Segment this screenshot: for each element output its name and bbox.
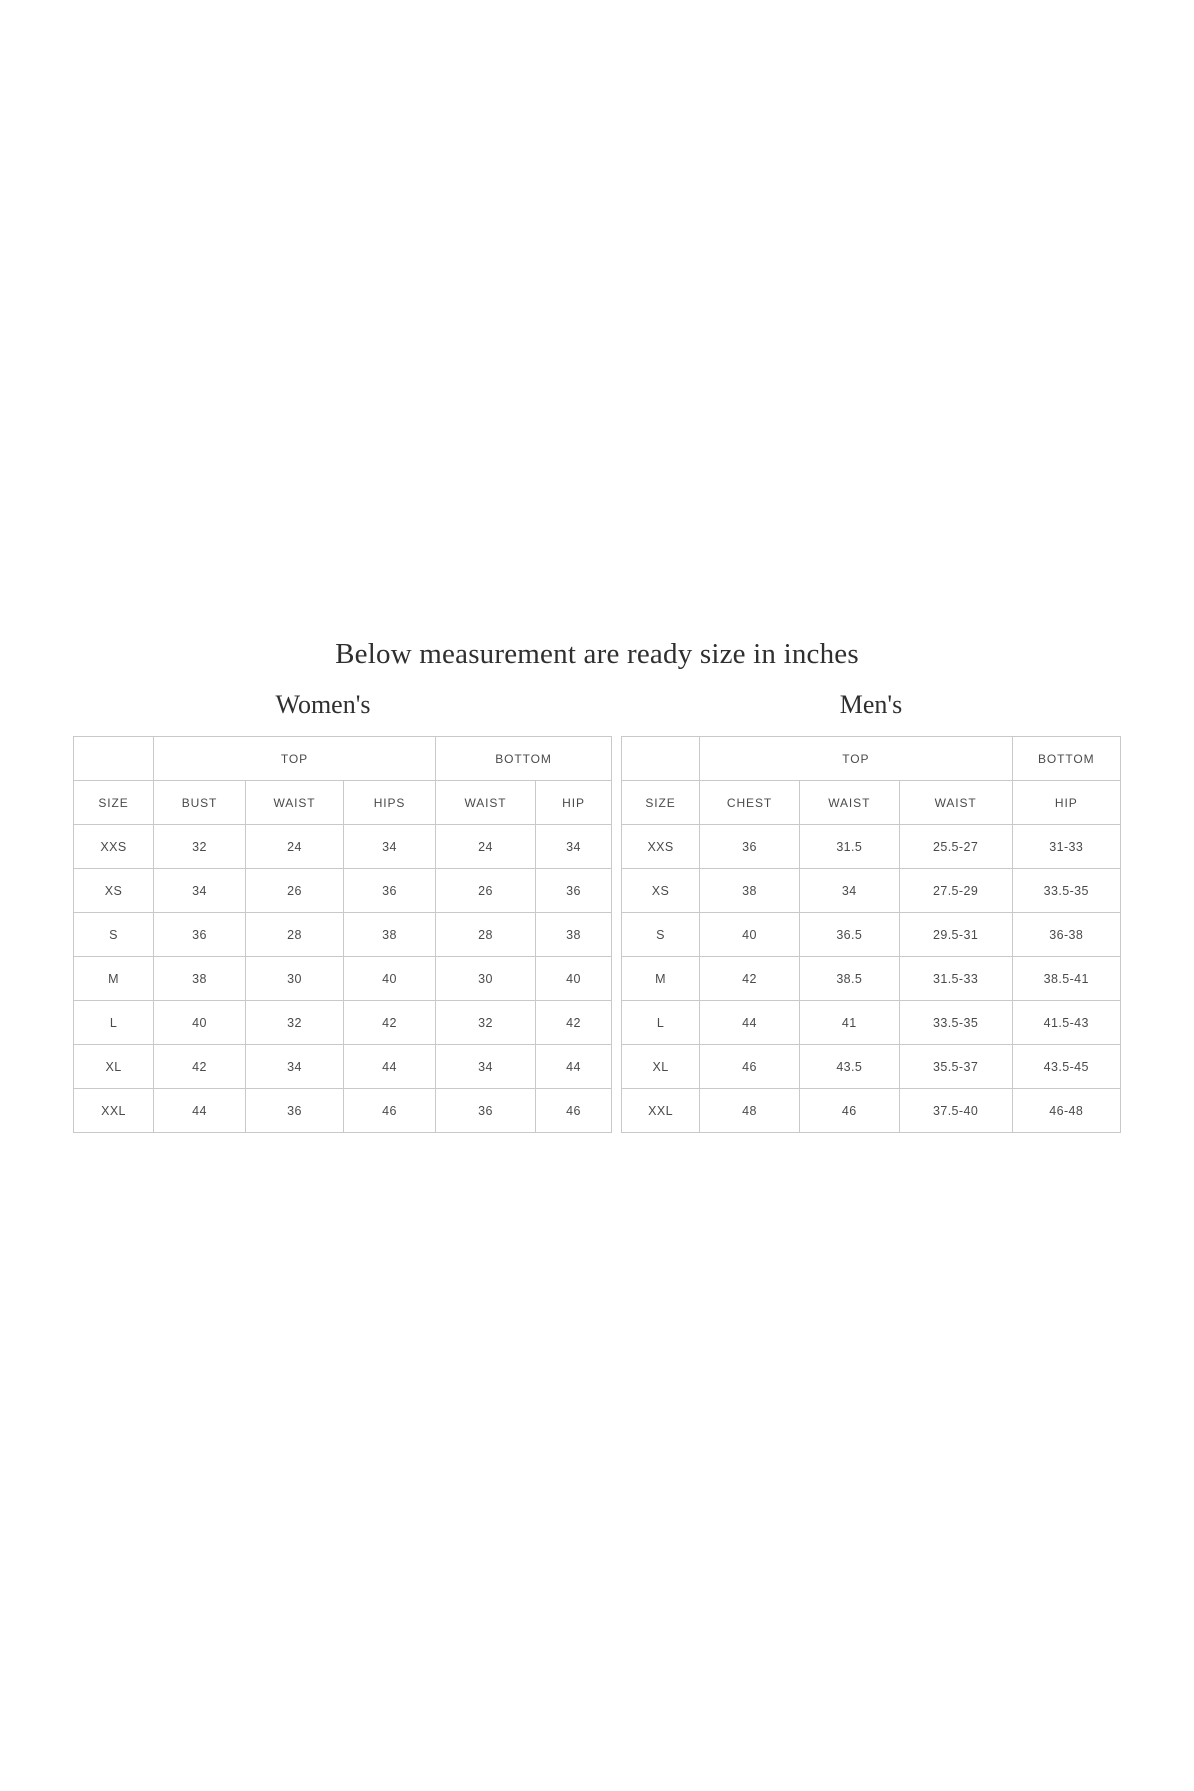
womens-cell: 24: [246, 825, 344, 869]
mens-cell: 36: [700, 825, 800, 869]
womens-cell: XXS: [74, 825, 154, 869]
womens-cell: 42: [154, 1045, 246, 1089]
table-row: [74, 913, 612, 957]
mens-group-blank: [622, 737, 700, 781]
table-group-header-row: [622, 737, 1121, 781]
page-title: Below measurement are ready size in inches: [335, 638, 859, 670]
womens-cell: 34: [436, 1045, 536, 1089]
womens-chart-title: Women's: [275, 690, 371, 719]
womens-col-size: SIZE: [74, 781, 154, 825]
mens-cell: L: [622, 1001, 700, 1045]
womens-cell: 36: [436, 1089, 536, 1133]
mens-col-size: SIZE: [622, 781, 700, 825]
mens-col-bottom-waist: WAIST: [899, 781, 1012, 825]
mens-cell: 38.5-41: [1012, 957, 1121, 1001]
womens-col-bust: BUST: [154, 781, 246, 825]
table-row: [622, 869, 1121, 913]
mens-cell: S: [622, 913, 700, 957]
womens-cell: 38: [154, 957, 246, 1001]
mens-size-chart: [621, 690, 1121, 1133]
mens-cell: 36-38: [1012, 913, 1121, 957]
table-row: [622, 913, 1121, 957]
table-row: [622, 957, 1121, 1001]
womens-cell: 34: [536, 825, 612, 869]
womens-col-bottom-waist: WAIST: [436, 781, 536, 825]
table-row: [622, 825, 1121, 869]
mens-cell: 48: [700, 1089, 800, 1133]
mens-cell: 40: [700, 913, 800, 957]
womens-cell: 32: [436, 1001, 536, 1045]
mens-cell: 43.5-45: [1012, 1045, 1121, 1089]
womens-cell: XL: [74, 1045, 154, 1089]
mens-cell: 31.5-33: [899, 957, 1012, 1001]
womens-cell: 40: [154, 1001, 246, 1045]
womens-cell: 34: [344, 825, 436, 869]
womens-size-table: [73, 736, 612, 1133]
mens-cell: 44: [700, 1001, 800, 1045]
mens-cell: XXL: [622, 1089, 700, 1133]
mens-cell: XS: [622, 869, 700, 913]
mens-cell: 38: [700, 869, 800, 913]
womens-group-bottom: BOTTOM: [436, 737, 612, 781]
womens-cell: 44: [344, 1045, 436, 1089]
table-row: [622, 1001, 1121, 1045]
table-row: [74, 825, 612, 869]
womens-cell: XS: [74, 869, 154, 913]
mens-size-table: [621, 736, 1121, 1133]
mens-cell: 35.5-37: [899, 1045, 1012, 1089]
mens-cell: 31-33: [1012, 825, 1121, 869]
mens-chart-title: Men's: [839, 690, 903, 719]
womens-cell: 26: [246, 869, 344, 913]
mens-cell: 41: [799, 1001, 899, 1045]
womens-cell: 38: [536, 913, 612, 957]
womens-cell: 34: [246, 1045, 344, 1089]
womens-cell: L: [74, 1001, 154, 1045]
womens-group-blank: [74, 737, 154, 781]
mens-cell: 27.5-29: [899, 869, 1012, 913]
mens-cell: 46: [799, 1089, 899, 1133]
mens-cell: M: [622, 957, 700, 1001]
womens-cell: 28: [246, 913, 344, 957]
womens-cell: 26: [436, 869, 536, 913]
mens-col-chest: CHEST: [700, 781, 800, 825]
table-row: [74, 869, 612, 913]
mens-cell: 43.5: [799, 1045, 899, 1089]
womens-cell: 40: [344, 957, 436, 1001]
womens-cell: S: [74, 913, 154, 957]
mens-cell: 41.5-43: [1012, 1001, 1121, 1045]
womens-cell: 40: [536, 957, 612, 1001]
womens-size-chart: [73, 690, 585, 1133]
womens-cell: 30: [246, 957, 344, 1001]
mens-cell: XXS: [622, 825, 700, 869]
womens-col-hips: HIPS: [344, 781, 436, 825]
womens-cell: 36: [344, 869, 436, 913]
mens-cell: 37.5-40: [899, 1089, 1012, 1133]
mens-cell: 36.5: [799, 913, 899, 957]
womens-cell: 38: [344, 913, 436, 957]
mens-cell: 29.5-31: [899, 913, 1012, 957]
womens-cell: 44: [154, 1089, 246, 1133]
womens-col-hip: HIP: [536, 781, 612, 825]
mens-cell: 34: [799, 869, 899, 913]
table-row: [622, 1045, 1121, 1089]
womens-cell: 32: [246, 1001, 344, 1045]
table-column-header-row: [622, 781, 1121, 825]
table-row: [622, 1089, 1121, 1133]
mens-group-top: TOP: [700, 737, 1012, 781]
mens-cell: XL: [622, 1045, 700, 1089]
womens-cell: 34: [154, 869, 246, 913]
womens-cell: 28: [436, 913, 536, 957]
mens-col-top-waist: WAIST: [799, 781, 899, 825]
mens-cell: 42: [700, 957, 800, 1001]
mens-col-hip: HIP: [1012, 781, 1121, 825]
mens-group-bottom: BOTTOM: [1012, 737, 1121, 781]
table-column-header-row: [74, 781, 612, 825]
womens-cell: 24: [436, 825, 536, 869]
mens-cell: 38.5: [799, 957, 899, 1001]
table-group-header-row: [74, 737, 612, 781]
table-row: [74, 1089, 612, 1133]
womens-cell: 36: [536, 869, 612, 913]
mens-cell: 33.5-35: [1012, 869, 1121, 913]
womens-cell: 32: [154, 825, 246, 869]
table-row: [74, 957, 612, 1001]
mens-cell: 46: [700, 1045, 800, 1089]
womens-cell: 36: [154, 913, 246, 957]
womens-col-top-waist: WAIST: [246, 781, 344, 825]
womens-cell: 42: [536, 1001, 612, 1045]
mens-cell: 33.5-35: [899, 1001, 1012, 1045]
womens-cell: M: [74, 957, 154, 1001]
womens-cell: 44: [536, 1045, 612, 1089]
womens-cell: 42: [344, 1001, 436, 1045]
womens-cell: 36: [246, 1089, 344, 1133]
womens-cell: 46: [536, 1089, 612, 1133]
womens-cell: 46: [344, 1089, 436, 1133]
womens-group-top: TOP: [154, 737, 436, 781]
womens-cell: 30: [436, 957, 536, 1001]
mens-cell: 46-48: [1012, 1089, 1121, 1133]
table-row: [74, 1045, 612, 1089]
table-row: [74, 1001, 612, 1045]
size-tables-container: [0, 690, 1194, 1133]
mens-cell: 31.5: [799, 825, 899, 869]
womens-cell: XXL: [74, 1089, 154, 1133]
mens-cell: 25.5-27: [899, 825, 1012, 869]
